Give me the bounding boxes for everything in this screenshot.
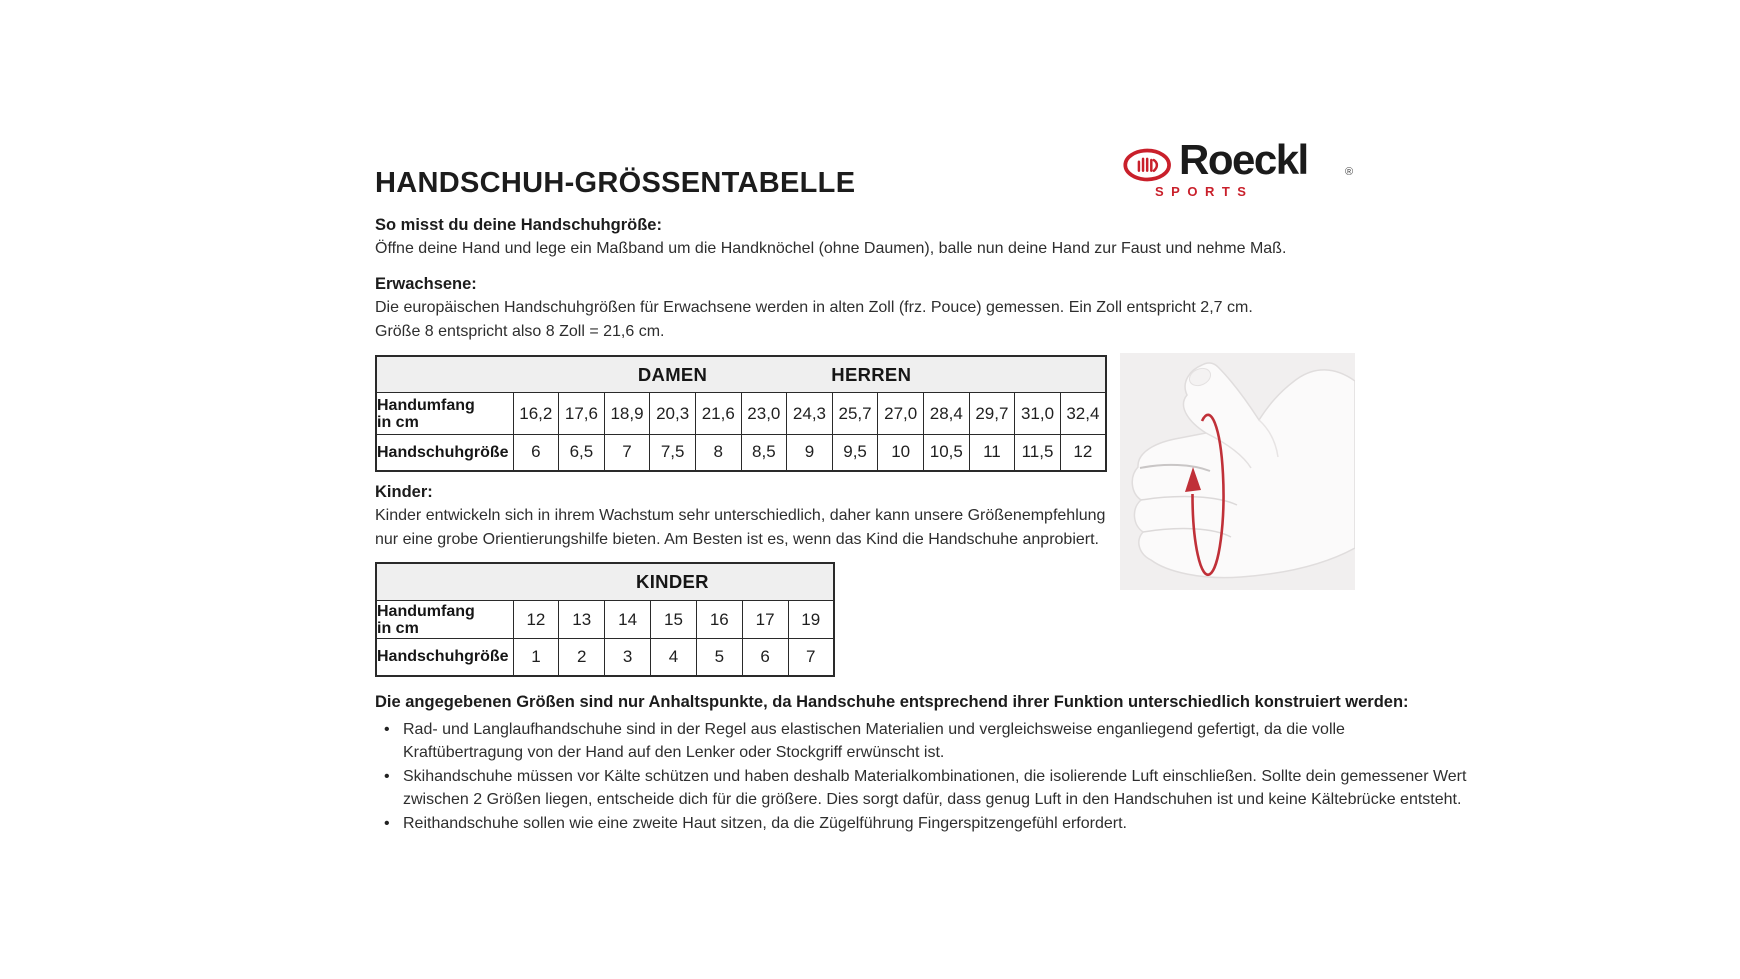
table-cell: 28,4	[923, 393, 969, 435]
text-line: nur eine grobe Orientierungshilfe bieten. Am Besten ist es, wenn das Kind die Handschuhe anprobiert.	[375, 531, 1099, 548]
registered-mark-icon: ®	[1345, 166, 1354, 178]
table-cell: 1	[513, 639, 559, 676]
table-cell: 3	[605, 639, 651, 676]
table-cell: 4	[651, 639, 697, 676]
table-row	[376, 601, 834, 639]
text-line: Kinder entwickeln sich in ihrem Wachstum sehr unterschiedlich, daher kann unsere Größenempfehlung	[375, 507, 1106, 524]
table-row	[376, 639, 834, 676]
group-label-kinder: KINDER	[636, 571, 709, 592]
table-cell: 13	[559, 601, 605, 639]
table-cell: 6	[742, 639, 788, 676]
text-line: Reithandschuhe sollen wie eine zweite Haut sitzen, da die Zügelführung Fingerspitzengefühl erfordert.	[403, 814, 1127, 832]
table-cell: 32,4	[1060, 393, 1106, 435]
adult-size-table	[375, 355, 1107, 472]
row-label-line: in cm	[377, 413, 419, 431]
brand-subname: SPORTS	[1155, 184, 1254, 199]
group-label-damen: DAMEN	[637, 363, 708, 385]
table-header-row	[376, 356, 1106, 393]
row-label-line: Handschuhgröße	[377, 648, 509, 666]
bullet-text	[403, 765, 1466, 812]
row-label	[376, 393, 513, 435]
table-cell: 21,6	[695, 393, 741, 435]
table-cell: 25,7	[832, 393, 878, 435]
table-cell: 7	[604, 435, 650, 471]
glove-oval-logo-icon	[1119, 146, 1177, 184]
table-cell: 7,5	[650, 435, 696, 471]
group-label-herren: HERREN	[831, 363, 912, 385]
notes-list	[375, 718, 1466, 836]
table-cell: 16	[696, 601, 742, 639]
notes-heading: Die angegebenen Größen sind nur Anhaltspunkte, da Handschuhe entsprechend ihrer Funktion unterschiedlich konstruiert werden:	[375, 693, 1409, 711]
brand-logo	[1115, 136, 1375, 204]
table-cell: 17,6	[559, 393, 605, 435]
row-label-line: in cm	[377, 619, 419, 637]
table-cell: 19	[788, 601, 834, 639]
page-title: HANDSCHUH-GRÖSSENTABELLE	[375, 167, 856, 199]
table-cell: 12	[1060, 435, 1106, 471]
table-cell: 29,7	[969, 393, 1015, 435]
row-label	[376, 639, 513, 676]
row-label-line: Handumfang	[377, 396, 475, 414]
table-cell: 5	[696, 639, 742, 676]
brand-name: Roeckl	[1179, 136, 1308, 183]
table-row	[376, 393, 1106, 435]
table-cell: 27,0	[878, 393, 924, 435]
table-cell: 12	[513, 601, 559, 639]
list-item	[375, 718, 1466, 765]
measure-section	[375, 213, 1286, 261]
table-cell: 6,5	[559, 435, 605, 471]
table-cell: 16,2	[513, 393, 559, 435]
row-label	[376, 435, 513, 471]
adults-text	[375, 296, 1253, 344]
hand-measure-illustration	[1120, 353, 1355, 590]
table-cell: 7	[788, 639, 834, 676]
table-cell: 23,0	[741, 393, 787, 435]
table-row	[376, 435, 1106, 471]
notes-section	[375, 691, 1466, 835]
table-cell: 11	[969, 435, 1015, 471]
table-cell: 8,5	[741, 435, 787, 471]
row-label	[376, 601, 513, 639]
adults-heading: Erwachsene:	[375, 275, 477, 293]
kids-section	[375, 480, 1105, 552]
bullet-icon: •	[384, 814, 390, 832]
measure-heading: So misst du deine Handschuhgröße:	[375, 216, 662, 234]
text-line: Skihandschuhe müssen vor Kälte schützen und haben deshalb Materialkombinationen, die isolierende Luft einschließen. Sollte dein gemessener Wert	[403, 767, 1467, 785]
list-item	[375, 812, 1466, 836]
table-cell: 2	[559, 639, 605, 676]
bullet-text	[403, 718, 1345, 765]
text-line: Die europäischen Handschuhgrößen für Erwachsene werden in alten Zoll (frz. Pouce) gemessen. Ein Zoll entspricht 2,7 cm.	[375, 299, 1253, 316]
bullet-icon: •	[384, 767, 390, 785]
table-cell: 10	[878, 435, 924, 471]
bullet-icon: •	[384, 720, 390, 738]
kids-text	[375, 504, 1105, 552]
table-cell: 14	[605, 601, 651, 639]
text-line: Öffne deine Hand und lege ein Maßband um die Handknöchel (ohne Daumen), balle nun deine Hand zur Faust und nehme Maß.	[375, 240, 1287, 257]
table-cell: 17	[742, 601, 788, 639]
measure-text	[375, 237, 1286, 261]
text-line: Rad- und Langlaufhandschuhe sind in der Regel aus elastischen Materialien und vergleichsweise enganliegend gefertigt, da die volle	[403, 720, 1345, 738]
list-item	[375, 765, 1466, 812]
table-cell: 24,3	[787, 393, 833, 435]
group-header-cell	[376, 356, 1106, 393]
text-line: Kraftübertragung von der Hand auf den Lenker oder Stockgriff erwünscht ist.	[403, 744, 945, 761]
row-label-line: Handschuhgröße	[377, 443, 509, 461]
table-cell: 9	[787, 435, 833, 471]
kids-size-table	[375, 562, 835, 677]
table-cell: 6	[513, 435, 559, 471]
table-cell: 18,9	[604, 393, 650, 435]
table-header-row	[376, 563, 834, 601]
adults-section	[375, 272, 1253, 344]
text-line: Größe 8 entspricht also 8 Zoll = 21,6 cm.	[375, 323, 665, 340]
row-label-line: Handumfang	[377, 602, 475, 620]
table-cell: 9,5	[832, 435, 878, 471]
table-cell: 15	[651, 601, 697, 639]
table-cell: 11,5	[1015, 435, 1061, 471]
table-cell: 20,3	[650, 393, 696, 435]
text-line: zwischen 2 Größen liegen, entscheide dich für die größere. Dies sorgt dafür, dass genug Luft in den Handschuhen ist und keine Kältebrücke entsteht.	[403, 791, 1462, 808]
table-cell: 8	[695, 435, 741, 471]
group-header-cell	[376, 563, 834, 601]
bullet-text	[403, 812, 1127, 836]
kids-heading: Kinder:	[375, 483, 433, 501]
table-cell: 10,5	[923, 435, 969, 471]
table-cell: 31,0	[1015, 393, 1061, 435]
